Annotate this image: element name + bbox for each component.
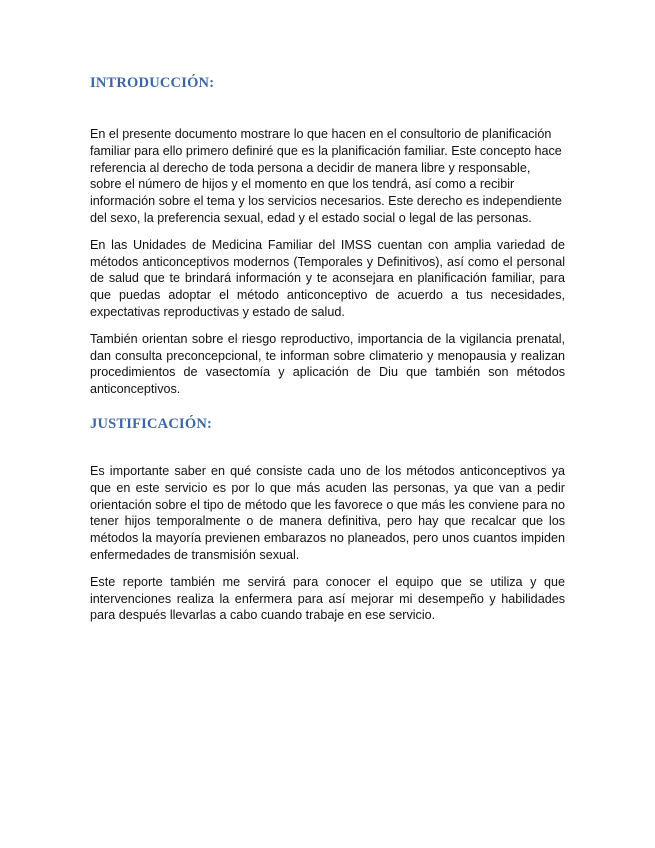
justificacion-paragraph-2: Este reporte también me servirá para conocer el equipo que se utiliza y que intervenciones realiza la enfermera para así mejorar mi desempeño y habilidades para después llevarlas a cabo cuando trabaje en ese servicio. [90, 574, 565, 623]
introduccion-paragraph-1: En el presente documento mostrare lo que hacen en el consultorio de planificación familiar para ello primero definiré que es la planificación familiar. Este concepto hace referencia al derecho de toda persona a decidir de manera libre y responsable, sobre el número de hijos y el momento en que los tendrá, así como a recibir información sobre el tema y los servicios necesarios. Este derecho es independiente del sexo, la preferencia sexual, edad y el estado social o legal de las personas. [90, 127, 562, 225]
justificacion-heading: JUSTIFICACIÓN: [90, 415, 213, 432]
introduccion-paragraph-3: También orientan sobre el riesgo reproductivo, importancia de la vigilancia prenatal, dan consulta preconcepcional, te informan sobre climaterio y menopausia y realizan procedimientos de vasectomía y aplicación de Diu que también son métodos anticonceptivos. [90, 331, 565, 397]
introduccion-heading: INTRODUCCIÓN: [90, 75, 215, 91]
justificacion-paragraph-1: Es importante saber en qué consiste cada uno de los métodos anticonceptivos ya que en este servicio es por lo que más acuden las personas, ya que van a pedir orientación sobre el tipo de método que les favorece o que más les conviene para no tener hijos temporalmente o de manera definitiva, pero hay que recalcar que los métodos la mayoría previenen embarazos no planeados, pero unos cuantos impiden enfermedades de transmisión sexual. [90, 463, 565, 562]
introduccion-paragraph-2: En las Unidades de Medicina Familiar del IMSS cuentan con amplia variedad de métodos anticonceptivos modernos (Temporales y Definitivos), así como el personal de salud que te brindará información y te aconsejara en planificación familiar, para que puedas adoptar el método anticonceptivo de acuerdo a tus necesidades, expectativas reproductivas y estado de salud. [90, 237, 565, 319]
